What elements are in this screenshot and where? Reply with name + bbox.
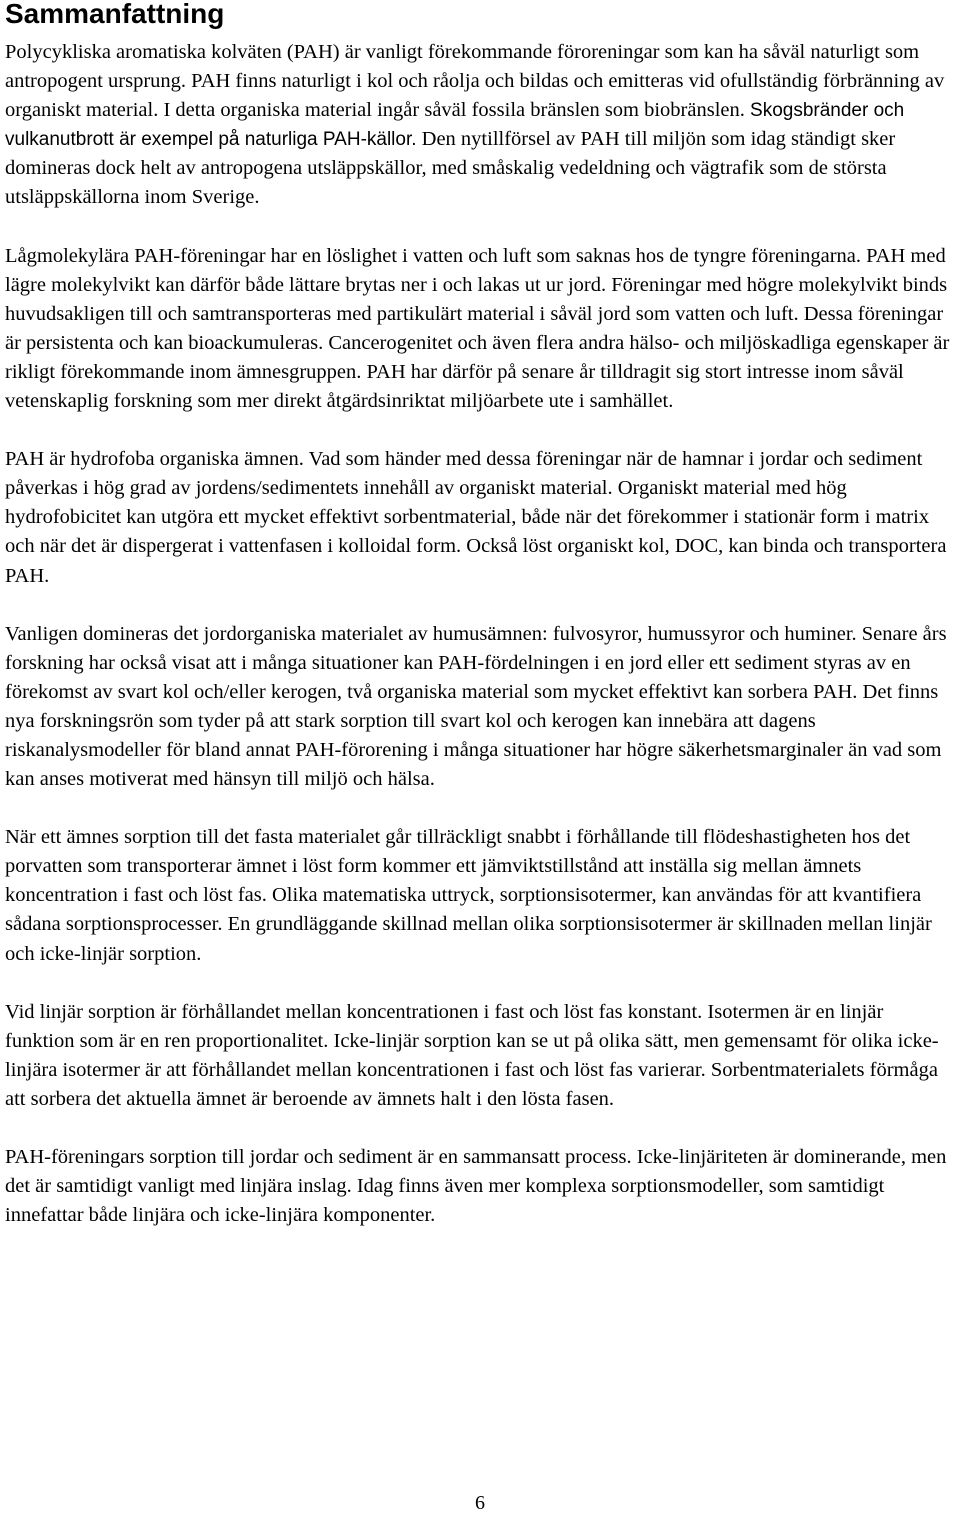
- paragraph-4: Vanligen domineras det jordorganiska materialet av humusämnen: fulvosyror, humussyror och huminer. Senare års forskning har också visat att i många situationer kan PAH-fördelningen i en jord eller ett sediment styras av en förekomst av svart kol och/eller kerogen, två organiska material som mycket effektivt kan sorbera PAH. Det finns nya forskningsrön som tyder på att stark sorption till svart kol och kerogen kan innebära att dagens riskanalysmodeller för bland annat PAH-förorening i många situationer har högre säkerhetsmarginaler än vad som kan anses motiverat med hänsyn till miljö och hälsa.: [5, 622, 947, 791]
- paragraph-1: [5, 38, 957, 213]
- paragraph-5: När ett ämnes sorption till det fasta materialet går tillräckligt snabbt i förhållande till flödeshastigheten hos det porvatten som transporterar ämnet i löst form kommer ett jämviktstillstånd att inställa sig mellan ämnets koncentration i fast och löst fas. Olika matematiska uttryck, sorptionsisotermer, kan användas för att kvantifiera sådana sorptionsprocesser. En grundläggande skillnad mellan olika sorptionsisotermer är skillnaden mellan linjär och icke-linjär sorption.: [5, 826, 932, 965]
- page-number: 6: [475, 1492, 485, 1514]
- section-heading: Sammanfattning: [5, 0, 225, 29]
- paragraph-1-sans-text: Skogsbränder och vulkanutbrott är exempel på naturliga PAH-källor.: [5, 100, 905, 151]
- paragraph-2: Lågmolekylära PAH-föreningar har en löslighet i vatten och luft som saknas hos de tyngre föreningarna. PAH med lägre molekylvikt kan därför både lättare brytas ner i och lakas ut ur jord. Föreningar med högre molekylvikt binds huvudsakligen till och samtransporteras med partikulärt material i såväl jord som vatten och luft. Dessa föreningar är persistenta och kan bioackumuleras. Cancerogenitet och även flera andra hälso- och miljöskadliga egenskaper är rikligt förekommande inom ämnesgruppen. PAH har därför på senare år tilldragit sig stort intresse inom såväl vetenskaplig forskning som mer direkt åtgärdsinriktat miljöarbete ute i samhället.: [5, 244, 950, 413]
- paragraph-1-text: Polycykliska aromatiska kolväten (PAH) är vanligt förekommande föroreningar som kan ha såväl naturligt som antropogent ursprung. PAH finns naturligt i kol och råolja och bildas och emitteras vid ofullständig förbränning av organiskt material. I detta organiska material ingår såväl fossila bränslen som biobränslen.: [5, 41, 945, 122]
- paragraph-7: PAH-föreningars sorption till jordar och sediment är en sammansatt process. Icke-linjäriteten är dominerande, men det är samtidigt vanligt med linjära inslag. Idag finns även mer komplexa sorptionsmodeller, som samtidigt innefattar både linjära och icke-linjära komponenter.: [5, 1146, 947, 1227]
- document-page: [5, 0, 957, 1230]
- paragraph-6: Vid linjär sorption är förhållandet mellan koncentrationen i fast och löst fas konstant. Isotermen är en linjär funktion som är en ren proportionalitet. Icke-linjär sorption kan se ut på olika sätt, men gemensamt för olika icke-linjära isotermer är att förhållandet mellan koncentrationen i fast och löst fas varierar. Sorbentmaterialets förmåga att sorbera det aktuella ämnet är beroende av ämnets halt i den lösta fasen.: [5, 1000, 939, 1110]
- paragraph-1-tail-text: Den nytillförsel av PAH till miljön som idag ständigt sker domineras dock helt av antropogena utsläppskällor, med småskalig vedeldning och vägtrafik som de största utsläppskällorna inom Sverige.: [5, 128, 896, 209]
- paragraph-3: PAH är hydrofoba organiska ämnen. Vad som händer med dessa föreningar när de hamnar i jordar och sediment påverkas i hög grad av jordens/sedimentets innehåll av organiskt material. Organiskt material med hög hydrofobicitet kan utgöra ett mycket effektivt sorbentmaterial, både när det förekommer i stationär form i matrix och när det är dispergerat i vattenfasen i kolloidal form. Också löst organiskt kol, DOC, kan binda och transportera PAH.: [5, 448, 947, 587]
